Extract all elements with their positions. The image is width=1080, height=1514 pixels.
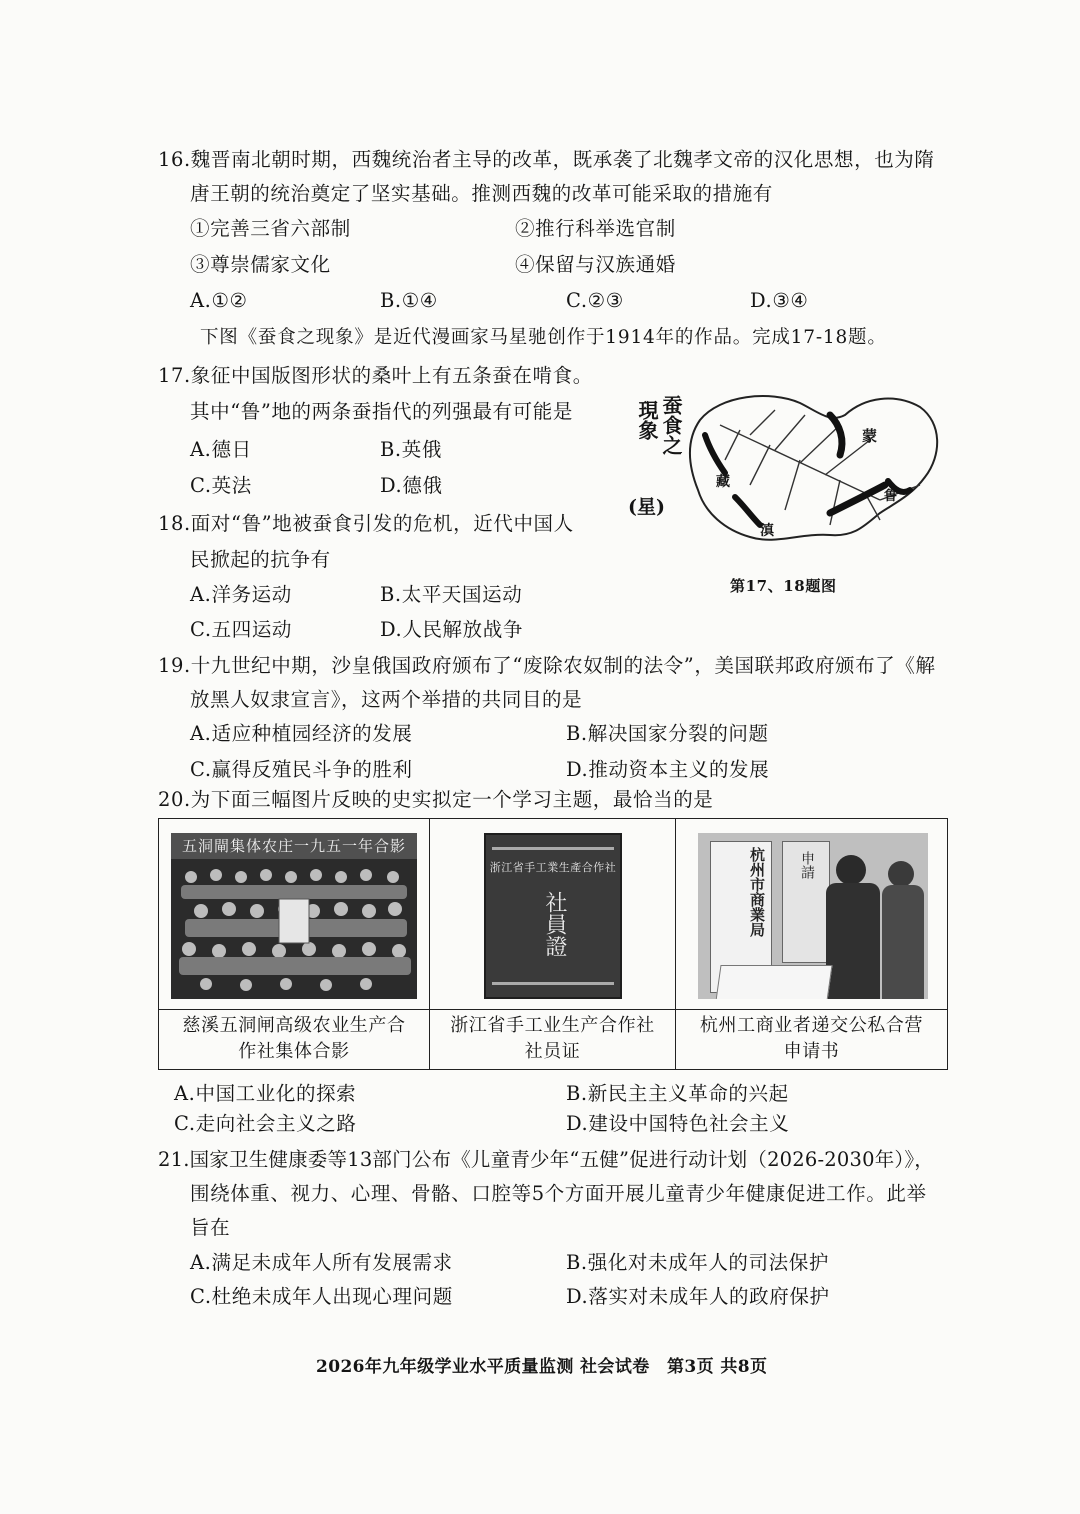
q16-stem-line2: 唐王朝的统治奠定了坚实基础。推测西魏的改革可能采取的措施有 (190, 182, 773, 205)
q16-item-3: ③尊崇儒家文化 (190, 253, 331, 276)
photo-caption-2: 浙江省手工业生产合作社 社员证 (450, 1015, 655, 1062)
map-label-shandong: 鲁 (884, 489, 898, 504)
page-footer: 2026年九年级学业水平质量监测 社会试卷 第3页 共8页 (316, 1357, 768, 1377)
q16-option-d[interactable]: D.③④ (750, 289, 809, 312)
intro-17-18: 下图《蚕食之现象》是近代漫画家马星驰创作于1914年的作品。完成17-18题。 (200, 327, 887, 348)
q19-option-d[interactable]: D.推动资本主义的发展 (566, 758, 770, 781)
silkworm-tibet (705, 435, 725, 473)
q21-stem-line3: 旨在 (190, 1216, 231, 1239)
application-photo (698, 833, 928, 999)
q21-option-d[interactable]: D.落实对未成年人的政府保护 (566, 1285, 830, 1308)
map-label-tibet: 藏 (716, 474, 730, 490)
q17-option-a[interactable]: A.德日 (190, 438, 252, 461)
q21-stem-line1: 21.国家卫生健康委等13部门公布《儿童青少年“五健”促进行动计划（2026-2030年）》， (158, 1148, 935, 1171)
q18-stem-line1: 18.面对“鲁”地被蚕食引发的危机，近代中国人 (158, 512, 574, 535)
q18-stem-line2: 民掀起的抗争有 (190, 548, 331, 571)
q21-stem-line2: 围绕体重、视力、心理、骨骼、口腔等5个方面开展儿童青少年健康促进工作。此举 (190, 1182, 927, 1205)
certificate-main: 社員證 (542, 891, 567, 957)
member-certificate (484, 833, 622, 999)
q21-option-a[interactable]: A.满足未成年人所有发展需求 (190, 1251, 453, 1274)
map-caption: 第17、18题图 (730, 577, 837, 595)
q18-option-d[interactable]: D.人民解放战争 (380, 618, 523, 641)
q17-option-b[interactable]: B.英俄 (380, 438, 442, 461)
q17-option-c[interactable]: C.英法 (190, 474, 252, 497)
q19-option-c[interactable]: C.赢得反殖民斗争的胜利 (190, 758, 413, 781)
q21-option-c[interactable]: C.杜绝未成年人出现心理问题 (190, 1285, 453, 1308)
certificate-title: 浙江省手工業生產合作社 (489, 861, 617, 874)
application-sign-2: 申請 (799, 851, 815, 879)
photo-caption-1: 慈溪五洞闸高级农业生产合 作社集体合影 (182, 1015, 406, 1062)
photo-cell-2 (429, 819, 675, 1069)
q20-option-a[interactable]: A.中国工业化的探索 (174, 1082, 357, 1105)
q18-option-c[interactable]: C.五四运动 (190, 618, 293, 641)
q20-option-d[interactable]: D.建设中国特色社会主义 (566, 1112, 790, 1135)
q16-option-b[interactable]: B.①④ (380, 289, 438, 312)
q20-stem: 20.为下面三幅图片反映的史实拟定一个学习主题，最恰当的是 (158, 788, 714, 811)
q19-stem-line1: 19.十九世纪中期，沙皇俄国政府颁布了“废除农奴制的法令”，美国联邦政府颁布了《解 (158, 654, 936, 677)
q16-option-c[interactable]: C.②③ (566, 289, 624, 312)
q20-option-b[interactable]: B.新民主主义革命的兴起 (566, 1082, 789, 1105)
photo-caption-3: 杭州工商业者递交公私合营 申请书 (699, 1015, 924, 1062)
crowd-rows (171, 859, 417, 999)
q16-item-4: ④保留与汉族通婚 (515, 253, 676, 276)
q17-stem-line1: 17.象征中国版图形状的桑叶上有五条蚕在啃食。 (158, 364, 593, 387)
q21-option-b[interactable]: B.强化对未成年人的司法保护 (566, 1251, 829, 1274)
photo-banner: 五洞閘集体农庄一九五一年合影 (171, 833, 417, 859)
photo-cell-3 (675, 819, 947, 1069)
q16-item-1: ①完善三省六部制 (190, 217, 351, 240)
q19-option-b[interactable]: B.解决国家分裂的问题 (566, 722, 769, 745)
map-title-col1: 蚕食之 (659, 395, 683, 455)
map-title-col2: 現象 (635, 400, 659, 440)
q18-option-a[interactable]: A.洋务运动 (190, 583, 292, 606)
q20-option-c[interactable]: C.走向社会主义之路 (174, 1112, 357, 1135)
application-sign-1: 杭州市商業局 (748, 847, 766, 937)
map-label-yunnan: 滇 (760, 523, 774, 539)
map-author-mark: (星) (628, 496, 665, 518)
q18-option-b[interactable]: B.太平天国运动 (380, 583, 523, 606)
mulberry-leaf-map (680, 385, 950, 555)
group-photo (171, 833, 417, 999)
silkworm-mongolia (830, 415, 842, 455)
map-label-mongolia: 蒙 (862, 427, 878, 445)
q16-item-2: ②推行科举选官制 (515, 217, 676, 240)
silkworm-yunnan (735, 497, 760, 525)
photo-cell-1 (159, 819, 429, 1069)
q19-option-a[interactable]: A.适应种植园经济的发展 (190, 722, 413, 745)
q16-stem-line1: 16.魏晋南北朝时期，西魏统治者主导的改革，既承袭了北魏孝文帝的汉化思想，也为隋 (158, 148, 935, 171)
q20-photo-table (158, 818, 948, 1070)
q17-option-d[interactable]: D.德俄 (380, 474, 443, 497)
q19-stem-line2: 放黑人奴隶宣言》，这两个举措的共同目的是 (190, 688, 583, 711)
q16-option-a[interactable]: A.①② (190, 289, 248, 312)
q17-stem-line2: 其中“鲁”地的两条蚕指代的列强最有可能是 (190, 400, 573, 423)
